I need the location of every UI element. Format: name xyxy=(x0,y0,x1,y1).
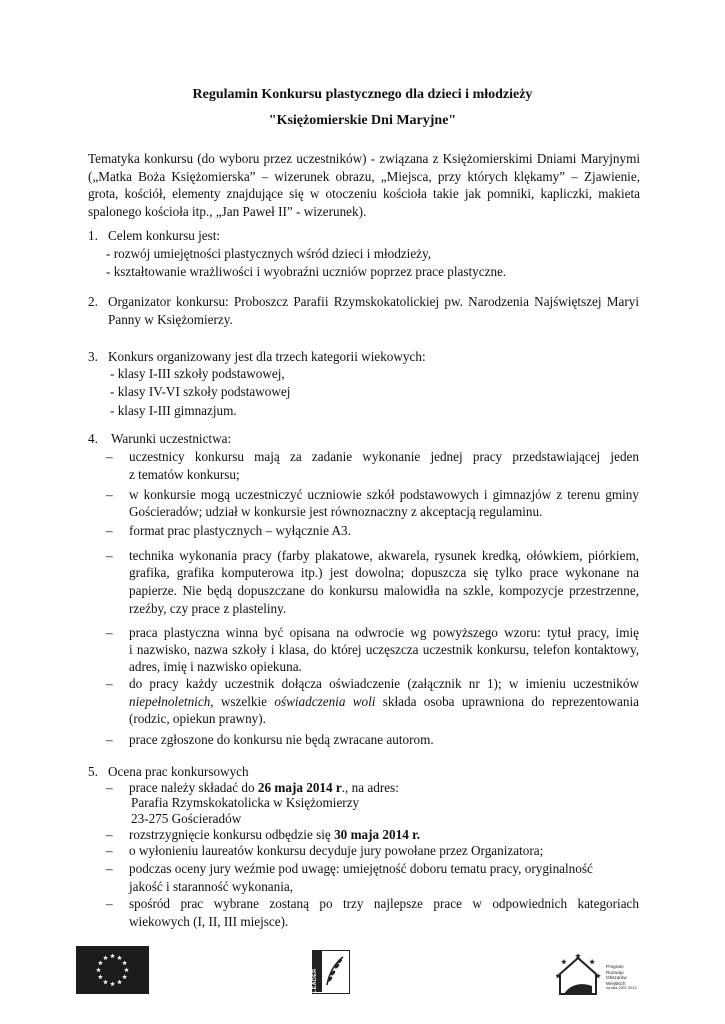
title-line-2: "Księżomierskie Dni Maryjne" xyxy=(268,113,457,128)
eu-star-icon xyxy=(117,955,122,960)
rating-item-1 xyxy=(129,780,399,796)
list-item: - klasy IV-VI szkoły podstawowej xyxy=(110,384,291,399)
dash-bullet: – xyxy=(106,827,113,842)
condition-4-line-2: grafika, grafika komputerowa itp.) jest dowolna; dopuszcza się tylko prace wykonane na xyxy=(129,565,639,580)
italic-word: niepełnoletnich xyxy=(129,694,211,709)
leader-text: LEADER xyxy=(312,968,318,993)
condition-3: format prac plastycznych – wyłącznie A3. xyxy=(129,523,351,538)
dash-bullet: – xyxy=(106,676,113,691)
eu-star-icon xyxy=(110,981,115,986)
dash-bullet: – xyxy=(106,780,113,795)
section-2-number: 2. xyxy=(88,294,98,309)
dash-bullet: – xyxy=(106,732,113,747)
condition-5-line-3: adres, imię i nazwisko opiekuna. xyxy=(129,659,302,674)
rating-item-3: o wyłonieniu laureatów konkursu decyduje jury powołane przez Organizatora; xyxy=(129,843,544,858)
eu-star-icon xyxy=(122,960,127,965)
eu-flag-logo xyxy=(76,946,149,994)
rating-item-2 xyxy=(129,827,420,843)
text-span: prace należy składać do xyxy=(129,780,258,795)
text-span: ., na adres: xyxy=(341,780,399,795)
condition-2-line-1: w konkursie mogą uczestniczyć uczniowie szkół podstawowych i gimnazjów z terenu gminy xyxy=(129,487,639,502)
prow-star-icon xyxy=(589,959,595,964)
eu-star-icon xyxy=(96,967,101,972)
section-5-number: 5. xyxy=(88,764,98,779)
eu-star-icon xyxy=(98,960,103,965)
condition-6-line-2 xyxy=(129,694,639,710)
section-2-line-2: Panny w Księżomierzy. xyxy=(108,312,233,327)
prow-text-line: Rozwoju xyxy=(606,969,624,975)
section-1-number: 1. xyxy=(88,228,98,243)
prow-text-line: na lata 2007-2013 xyxy=(606,986,637,991)
section-5-heading: Ocena prac konkursowych xyxy=(108,764,249,779)
text-span: , wszelkie xyxy=(210,694,275,709)
eu-star-icon xyxy=(124,967,129,972)
italic-phrase: oświadczenia woli xyxy=(274,694,376,709)
dash-bullet: – xyxy=(106,896,113,911)
address-line-1: Parafia Rzymskokatolicka w Księżomierzy xyxy=(131,795,360,810)
eu-star-icon xyxy=(98,974,103,979)
leader-logo xyxy=(312,950,350,994)
prow-text xyxy=(606,964,637,992)
list-item: - klasy I-III szkoły podstawowej, xyxy=(110,366,285,381)
rating-item-5-line-2: wiekowych (I, II, III miejsce). xyxy=(129,914,289,929)
list-item: - kształtowanie wrażliwości i wyobraźni uczniów poprzez prace plastyczne. xyxy=(106,264,507,279)
section-2-line-1: Organizator konkursu: Proboszcz Parafii Rzymskokatolickiej pw. Narodzenia Najświętszej Maryi xyxy=(108,294,639,309)
section-3-number: 3. xyxy=(88,349,98,364)
condition-2-line-2: Gościeradów; udział w konkursie jest równoznaczny z akceptacją regulaminu. xyxy=(129,504,543,519)
deadline-date: 26 maja 2014 r xyxy=(257,780,342,795)
dash-bullet: – xyxy=(106,449,113,464)
prow-text-line: Program xyxy=(606,964,624,969)
section-4-number: 4. xyxy=(88,431,98,446)
prow-emblem-icon xyxy=(556,950,612,998)
rating-item-4-line-1: podczas oceny jury weźmie pod uwagę: umiejętność doboru tematu pracy, oryginalność xyxy=(129,861,593,876)
dash-bullet: – xyxy=(106,843,113,858)
section-1-heading: Celem konkursu jest: xyxy=(108,228,221,243)
condition-5-line-1: praca plastyczna winna być opisana na odwrocie wg powyższego wzoru: tytuł pracy, imię xyxy=(129,625,639,640)
text-span: składa osoba uprawniona do reprezentowania xyxy=(375,694,640,709)
condition-1-line-1: uczestnicy konkursu mają za zadanie wykonanie jednej pracy przedstawiającej jeden xyxy=(129,449,639,464)
dash-bullet: – xyxy=(106,548,113,563)
prow-text-line: Obszarów xyxy=(606,975,627,981)
eu-stars-icon xyxy=(76,946,149,994)
eu-star-icon xyxy=(103,955,108,960)
address-line-2: 23-275 Gościeradów xyxy=(131,811,242,826)
condition-4-line-4: rzeźby, czy prace z plasteliny. xyxy=(129,601,287,616)
rating-item-5-line-1: spośród prac wybrane zostaną po trzy najlepsze prace w odpowiednich kategoriach xyxy=(129,896,639,911)
title-line-1: Regulamin Konkursu plastycznego dla dzieci i młodzieży xyxy=(192,87,533,102)
eu-star-icon xyxy=(122,974,127,979)
text-span: rozstrzygnięcie konkursu odbędzie się xyxy=(129,827,335,842)
eu-star-icon xyxy=(110,953,115,958)
list-item: - klasy I-III gimnazjum. xyxy=(110,403,237,418)
eu-star-icon xyxy=(103,980,108,985)
condition-6-line-3: (rodzic, opiekun prawny). xyxy=(129,711,266,726)
condition-7: prace zgłoszone do konkursu nie będą zwracane autorom. xyxy=(129,732,434,747)
rating-item-4-line-2: jakość i staranność wykonania, xyxy=(129,879,294,894)
intro-paragraph: Tematyka konkursu (do wyboru przez uczestników) - związana z Księżomierskimi Dniami Maryjnymi („Matka Boża Księżomierska” – wizerunek obrazu, „Miejsca, przy których klękamy” – Zjawienie, grota, kościół, elementy znajdujące się w otoczeniu kościoła takie jak pomniki, kapliczki, makieta spalonego kościoła itp., „Jan Paweł II” - wizerunek). xyxy=(88,151,640,219)
section-4-heading: Warunki uczestnictwa: xyxy=(111,431,232,446)
list-item: - rozwój umiejętności plastycznych wśród dzieci i młodzieży, xyxy=(106,246,432,261)
section-3-heading: Konkurs organizowany jest dla trzech kategorii wiekowych: xyxy=(108,349,426,364)
condition-5-line-2: i nazwisko, nazwa szkoły i klasa, do której uczęszcza uczestnik konkursu, telefon kontaktowy, xyxy=(129,642,639,657)
condition-4-line-3: papierze. Nie będą dopuszczane do konkursu malowidła na szkle, kompozycje przestrzenne, xyxy=(129,583,639,598)
dash-bullet: – xyxy=(106,625,113,640)
condition-6-line-1: do pracy każdy uczestnik dołącza oświadczenie (załącznik nr 1); w imieniu uczestników xyxy=(129,676,639,691)
prow-text-line: Wiejskich xyxy=(606,980,626,986)
result-date: 30 maja 2014 r. xyxy=(334,827,421,842)
condition-4-line-1: technika wykonania pracy (farby plakatowe, akwarela, rysunek kredką, ołówkiem, piórkiem, xyxy=(129,548,639,563)
condition-1-line-2: z tematów konkursu; xyxy=(129,467,240,482)
eu-star-icon xyxy=(117,980,122,985)
dash-bullet: – xyxy=(106,487,113,502)
prow-star-icon xyxy=(561,959,567,964)
dash-bullet: – xyxy=(106,523,113,538)
prow-logo xyxy=(556,950,656,1000)
dash-bullet: – xyxy=(106,861,113,876)
